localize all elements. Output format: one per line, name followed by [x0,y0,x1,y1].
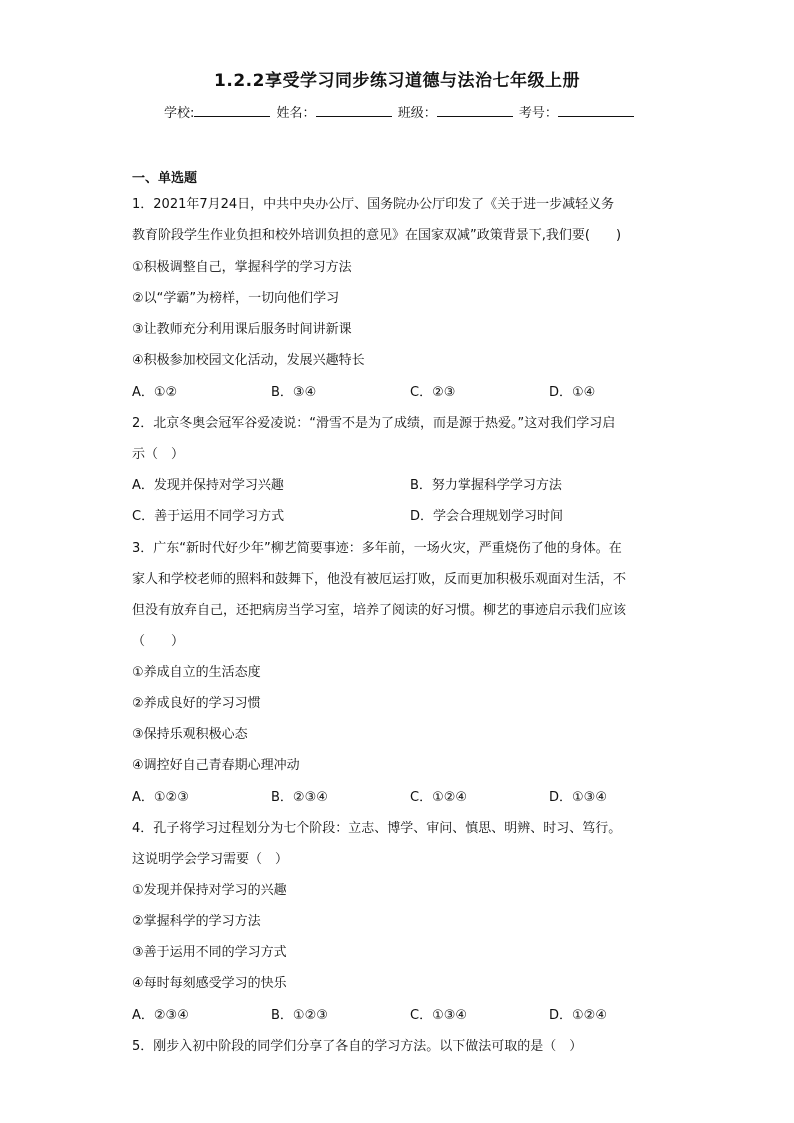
class-label: 班级： [397,106,437,121]
q3-option-d[interactable]: D．①③④ [549,790,607,805]
q1-item: ④积极参加校园文化活动，发展兴趣特长 [132,353,365,368]
q4-stem-line-2: 这说明学会学习需要（ ） [132,852,289,867]
q3-item: ②养成良好的学习习惯 [132,696,261,711]
q3-stem-line-4: （ ） [132,634,185,649]
q2-stem-line-1: 2．北京冬奥会冠军谷爱凌说：“滑雪不是为了成绩，而是源于热爱。”这对我们学习启 [132,416,616,431]
q2-option-a[interactable]: A．发现并保持对学习兴趣 [132,478,284,493]
q1-item: ①积极调整自己，掌握科学的学习方法 [132,260,352,275]
q1-item: ②以“学霸”为榜样，一切向他们学习 [132,291,340,306]
q1-option-a[interactable]: A．①② [132,385,178,400]
student-info-row [164,102,636,121]
q4-option-d[interactable]: D．①②④ [549,1008,607,1023]
q3-item: ①养成自立的生活态度 [132,665,261,680]
q5-stem-line-1: 5．刚步入初中阶段的同学们分享了各自的学习方法。以下做法可取的是（ ） [132,1039,583,1054]
q1-stem-line-2: 教育阶段学生作业负担和校外培训负担的意见》在国家双减”政策背景下,我们要( ) [132,228,622,243]
name-label: 姓名： [276,106,316,121]
q4-item: ③善于运用不同的学习方式 [132,945,287,960]
q3-stem-line-2: 家人和学校老师的照料和鼓舞下，他没有被厄运打败，反而更加积极乐观面对生活，不 [132,572,627,587]
class-field[interactable] [437,104,513,117]
number-field[interactable] [558,104,634,117]
q4-stem-line-1: 4．孔子将学习过程划分为七个阶段：立志、博学、审问、慎思、明辨、时习、笃行。 [132,821,622,836]
section-heading: 一、单选题 [132,171,198,186]
q2-stem-line-2: 示（ ） [132,447,185,462]
q1-option-d[interactable]: D．①④ [549,385,596,400]
q2-option-d[interactable]: D．学会合理规划学习时间 [410,509,564,524]
q4-item: ④每时每刻感受学习的快乐 [132,976,287,991]
q4-option-c[interactable]: C．①③④ [410,1008,468,1023]
q1-item: ③让教师充分利用课后服务时间讲新课 [132,322,352,337]
q3-item: ④调控好自己青春期心理冲动 [132,758,300,773]
q4-item: ①发现并保持对学习的兴趣 [132,883,287,898]
page-title: 1.2.2享受学习同步练习道德与法治七年级上册 [214,71,580,91]
q3-option-a[interactable]: A．①②③ [132,790,189,805]
name-field[interactable] [316,104,392,117]
q3-item: ③保持乐观积极心态 [132,727,248,742]
q4-item: ②掌握科学的学习方法 [132,914,261,929]
school-label: 学校: [164,106,195,121]
q3-option-c[interactable]: C．①②④ [410,790,468,805]
q3-stem-line-1: 3．广东“新时代好少年”柳艺简要事迹：多年前，一场火灾，严重烧伤了他的身体。在 [132,541,622,556]
q1-stem-line-1: 1．2021年7月24日，中共中央办公厅、国务院办公厅印发了《关于进一步减轻义务 [132,197,615,212]
q2-option-b[interactable]: B．努力掌握科学学习方法 [410,478,562,493]
q1-option-b[interactable]: B．③④ [271,385,317,400]
q4-option-a[interactable]: A．②③④ [132,1008,189,1023]
q3-option-b[interactable]: B．②③④ [271,790,328,805]
school-field[interactable] [194,104,270,117]
number-label: 考号： [518,106,558,121]
q4-option-b[interactable]: B．①②③ [271,1008,328,1023]
q3-stem-line-3: 但没有放弃自己，还把病房当学习室，培养了阅读的好习惯。柳艺的事迹启示我们应该 [132,603,627,618]
q1-option-c[interactable]: C．②③ [410,385,456,400]
q2-option-c[interactable]: C．善于运用不同学习方式 [132,509,285,524]
